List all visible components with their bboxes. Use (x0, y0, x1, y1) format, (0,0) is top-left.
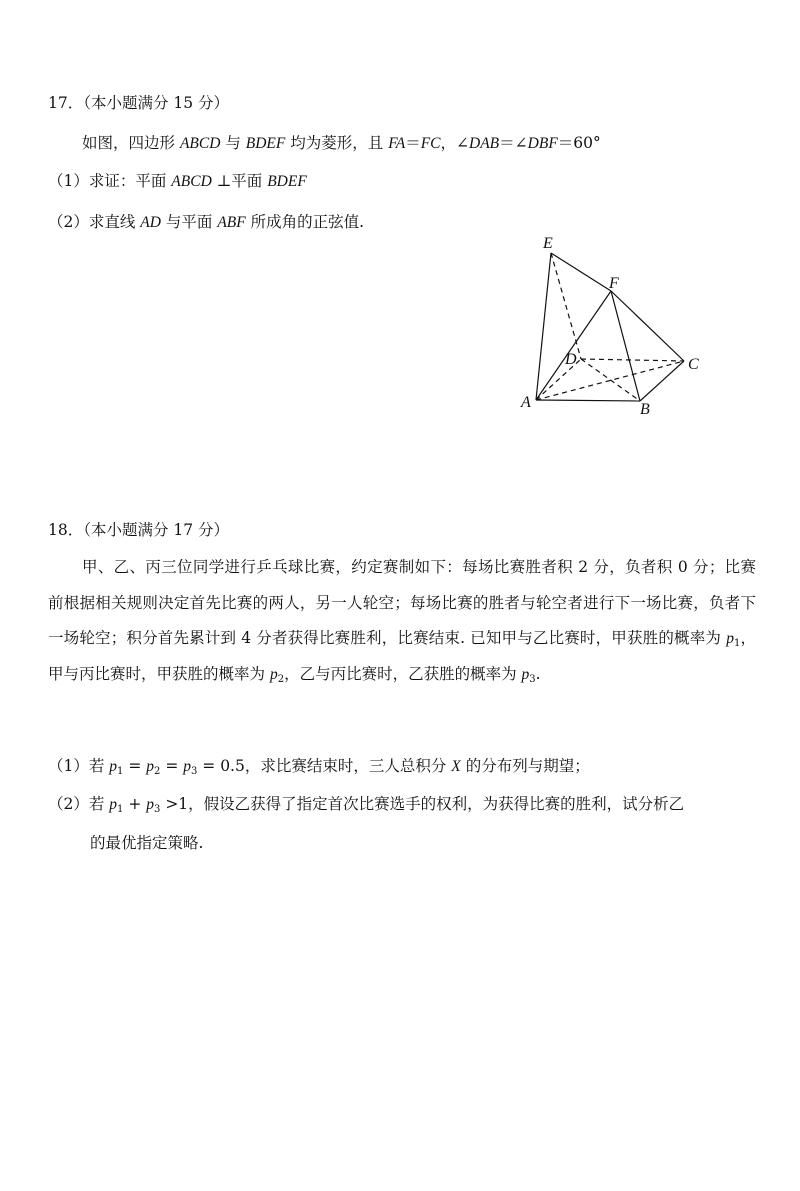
edge-DC (581, 359, 684, 361)
label-E: E (543, 235, 553, 252)
label-A: A (521, 394, 531, 411)
q18-part1: （1）若 $p_1 = p_2 = p_3 = 0.5$，求比赛结束时，三人总积分 X 的分布列与期望； (48, 757, 590, 777)
label-C: C (688, 356, 699, 373)
label-B: B (640, 401, 650, 418)
q18-part2-cont: 的最优指定策略. (90, 834, 204, 852)
edge-FC (611, 291, 684, 361)
q18-header: 18．（本小题满分 17 分） (48, 521, 230, 539)
q18-part2: （2）若 $p_1 + p_3 >1$，假设乙获得了指定首次比赛选手的权利，为获得比赛的胜利，试分析乙 (48, 795, 685, 815)
edge-FB (611, 291, 640, 401)
edge-AE (536, 253, 551, 400)
q17-part1: （1）求证：平面 ABCD ⊥平面 BDEF (48, 172, 307, 190)
q17-header: 17．（本小题满分 15 分） (48, 94, 230, 112)
q17-intro: 如图，四边形 ABCD 与 BDEF 均为菱形，且 FA＝FC，∠DAB＝∠DBF＝60° (82, 134, 601, 152)
q18-body: 甲、乙、丙三位同学进行乒乓球比赛，约定赛制如下：每场比赛胜者积 2 分，负者积 0 分；比赛前根据相关规则决定首先比赛的两人，另一人轮空；每场比赛的胜者与轮空者进行下一场比赛，负者下一场轮空；积分首先累计到 4 分者获得比赛胜利，比赛结束. 已知甲与乙比赛时，甲获胜的概率为 $p_1$，甲与丙比赛时，甲获胜的概率为 $p_2$，乙与丙比赛时，乙获胜的概率为 $p_3$. (48, 558, 756, 685)
edge-EF (551, 253, 611, 291)
label-F: F (609, 275, 619, 292)
label-D: D (565, 351, 577, 368)
geometry-figure (500, 228, 720, 428)
edge-AB (536, 400, 640, 401)
q17-part2: （2）求直线 AD 与平面 ABF 所成角的正弦值. (48, 213, 365, 231)
